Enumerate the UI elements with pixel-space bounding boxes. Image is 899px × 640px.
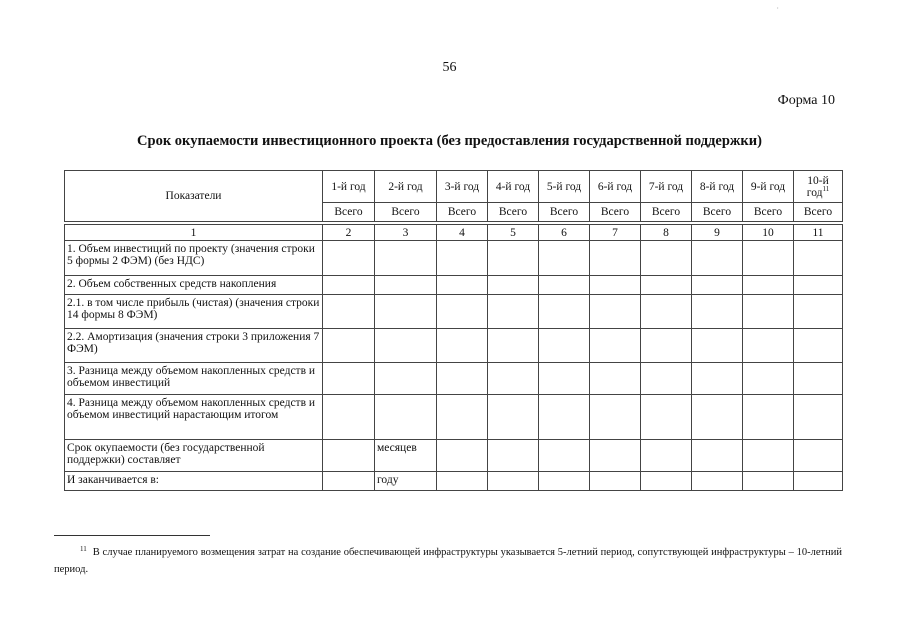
total-header: Всего bbox=[539, 203, 590, 222]
form-label: Форма 10 bbox=[777, 93, 835, 108]
table-row bbox=[65, 241, 843, 276]
table-row bbox=[65, 440, 843, 472]
footnote bbox=[54, 544, 842, 578]
column-number: 8 bbox=[641, 225, 692, 241]
page-number: 56 bbox=[442, 60, 457, 75]
column-number: 2 bbox=[323, 225, 375, 241]
payback-table bbox=[64, 170, 843, 491]
total-header: Всего bbox=[323, 203, 375, 222]
indicator-header: Показатели bbox=[65, 171, 323, 222]
row-unit: году bbox=[375, 472, 437, 491]
column-number: 3 bbox=[375, 225, 437, 241]
table-row bbox=[65, 363, 843, 395]
year-header-10 bbox=[794, 171, 843, 203]
column-number-row bbox=[65, 225, 843, 241]
column-number: 1 bbox=[65, 225, 323, 241]
year-header: 1-й год bbox=[323, 171, 375, 203]
corner-mark: · bbox=[776, 4, 779, 13]
total-header: Всего bbox=[794, 203, 843, 222]
year-header: 9-й год bbox=[743, 171, 794, 203]
header-row-years bbox=[65, 171, 843, 203]
column-number: 9 bbox=[692, 225, 743, 241]
table-row bbox=[65, 395, 843, 440]
row-label: 4. Разница между объемом накопленных средств и объемом инвестиций нарастающим итогом bbox=[65, 395, 323, 440]
year-header: 3-й год bbox=[437, 171, 488, 203]
year-header: 5-й год bbox=[539, 171, 590, 203]
year-header: 6-й год bbox=[590, 171, 641, 203]
total-header: Всего bbox=[437, 203, 488, 222]
year10-line1: 10-й bbox=[807, 174, 829, 187]
row-label: 2.2. Амортизация (значения строки 3 приложения 7 ФЭМ) bbox=[65, 329, 323, 363]
footnote-text: В случае планируемого возмещения затрат на создание обеспечивающей инфраструктуры указывается 5-летний период, сопутствующей инфраструктуры – 10-летний период. bbox=[54, 547, 842, 575]
row-label: 2. Объем собственных средств накопления bbox=[65, 276, 323, 295]
document-title: Срок окупаемости инвестиционного проекта (без предоставления государственной поддержки) bbox=[137, 133, 762, 149]
year-header: 7-й год bbox=[641, 171, 692, 203]
row-label: Срок окупаемости (без государственной поддержки) составляет bbox=[65, 440, 323, 472]
row-unit: месяцев bbox=[375, 440, 437, 472]
column-number: 4 bbox=[437, 225, 488, 241]
row-label: 2.1. в том числе прибыль (чистая) (значения строки 14 формы 8 ФЭМ) bbox=[65, 295, 323, 329]
column-number: 10 bbox=[743, 225, 794, 241]
column-number: 7 bbox=[590, 225, 641, 241]
footnote-ref: 11 bbox=[822, 184, 830, 193]
total-header: Всего bbox=[488, 203, 539, 222]
row-label: И заканчивается в: bbox=[65, 472, 323, 491]
table-row bbox=[65, 472, 843, 491]
column-number: 5 bbox=[488, 225, 539, 241]
column-number: 11 bbox=[794, 225, 843, 241]
row-label: 3. Разница между объемом накопленных средств и объемом инвестиций bbox=[65, 363, 323, 395]
total-header: Всего bbox=[375, 203, 437, 222]
total-header: Всего bbox=[743, 203, 794, 222]
row-label: 1. Объем инвестиций по проекту (значения строки 5 формы 2 ФЭМ) (без НДС) bbox=[65, 241, 323, 276]
year-header: 4-й год bbox=[488, 171, 539, 203]
table-row bbox=[65, 276, 843, 295]
table-row bbox=[65, 295, 843, 329]
total-header: Всего bbox=[641, 203, 692, 222]
total-header: Всего bbox=[692, 203, 743, 222]
footnote-mark: 11 bbox=[80, 544, 87, 553]
year-header: 2-й год bbox=[375, 171, 437, 203]
year10-line2: год bbox=[806, 186, 823, 199]
year-header: 8-й год bbox=[692, 171, 743, 203]
total-header: Всего bbox=[590, 203, 641, 222]
table-row bbox=[65, 329, 843, 363]
column-number: 6 bbox=[539, 225, 590, 241]
footnote-divider bbox=[54, 535, 210, 536]
